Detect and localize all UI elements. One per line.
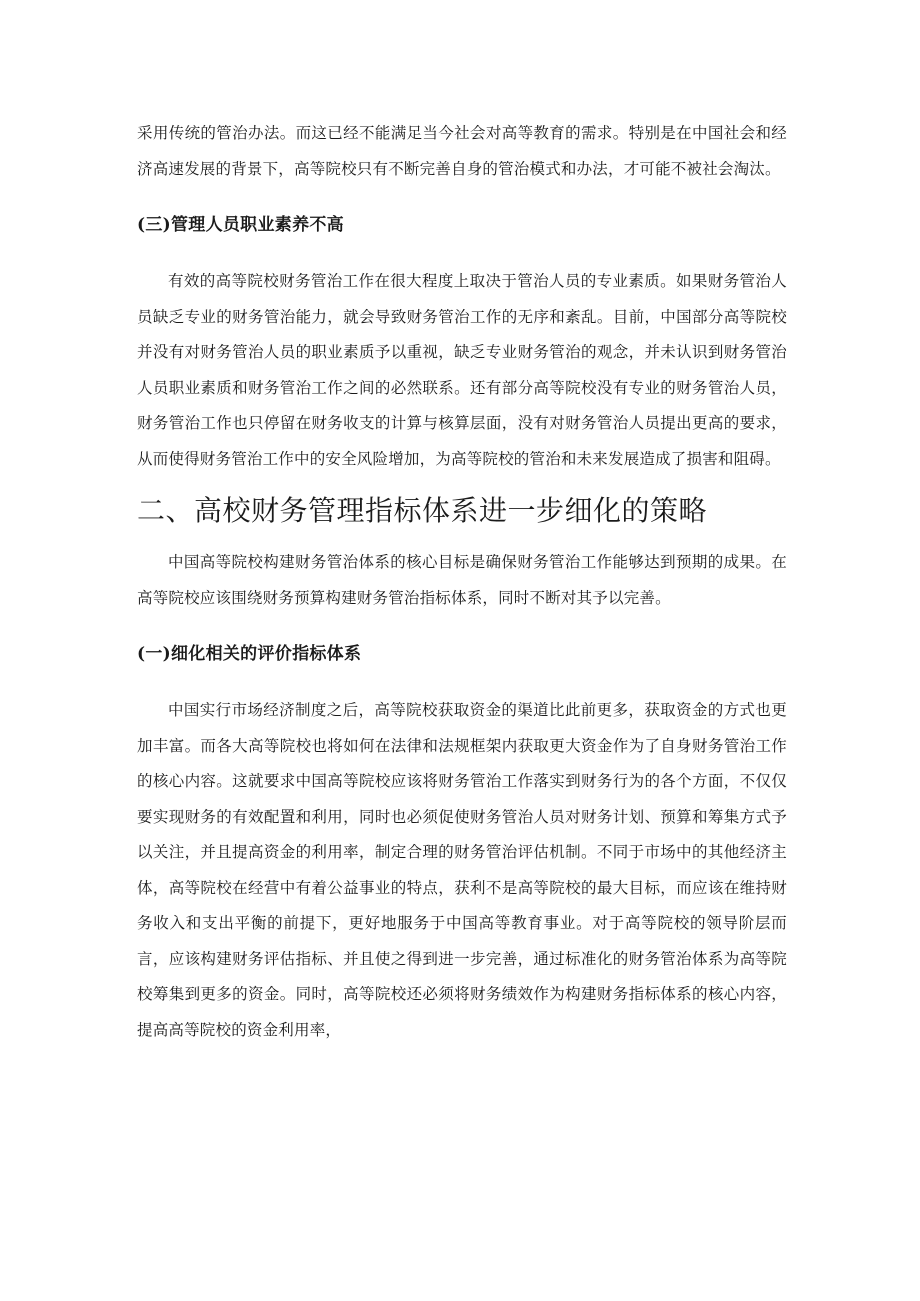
subheading-management-qualification: (三)管理人员职业素养不高 <box>137 215 344 235</box>
paragraph-market-economy: 中国实行市场经济制度之后，高等院校获取资金的渠道比此前更多，获取资金的方式也更加丰富。而各大高等院校也将如何在法律和法规框架内获取更大资金作为了自身财务管治工作的核心内容。这就要求中国高等院校应该将财务管治工作落实到财务行为的各个方面，不仅仅要实现财务的有效配置和利用，同时也必须促使财务管治人员对财务计划、预算和筹集方式予以关注，并且提高资金的利用率，制定合理的财务管治评估机制。不同于市场中的其他经济主体，高等院校在经营中有着公益事业的特点，获利不是高等院校的最大目标，而应该在维持财务收入和支出平衡的前提下，更好地服务于中国高等教育事业。对于高等院校的领导阶层而言，应该构建财务评估指标、并且使之得到进一步完善，通过标准化的财务管治体系为高等院校筹集到更多的资金。同时，高等院校还必须将财务绩效作为构建财务指标体系的核心内容，提高高等院校的资金利用率， <box>137 701 787 1039</box>
document-page <box>137 116 787 1048</box>
paragraph-staff-quality: 有效的高等院校财务管治工作在很大程度上取决于管治人员的专业素质。如果财务管治人员缺乏专业的财务管治能力，就会导致财务管治工作的无序和紊乱。目前，中国部分高等院校并没有对财务管治人员的职业素质予以重视，缺乏专业财务管治的观念，并未认识到财务管治人员职业素质和财务管治工作之间的必然联系。还有部分高等院校没有专业的财务管治人员，财务管治工作也只停留在财务收支的计算与核算层面，没有对财务管治人员提出更高的要求，从而使得财务管治工作中的安全风险增加，为高等院校的管治和未来发展造成了损害和阻碍。 <box>137 272 787 468</box>
paragraph-continuation: 采用传统的管治办法。而这已经不能满足当今社会对高等教育的需求。特别是在中国社会和经济高速发展的背景下，高等院校只有不断完善自身的管治模式和办法，才可能不被社会淘汰。 <box>137 124 787 178</box>
paragraph-core-objective: 中国高等院校构建财务管治体系的核心目标是确保财务管治工作能够达到预期的成果。在高等院校应该围绕财务预算构建财务管治指标体系，同时不断对其予以完善。 <box>137 553 787 607</box>
section-heading-strategy: 二、高校财务管理指标体系进一步细化的策略 <box>137 494 708 527</box>
subheading-evaluation-index: (一)细化相关的评价指标体系 <box>137 644 362 664</box>
